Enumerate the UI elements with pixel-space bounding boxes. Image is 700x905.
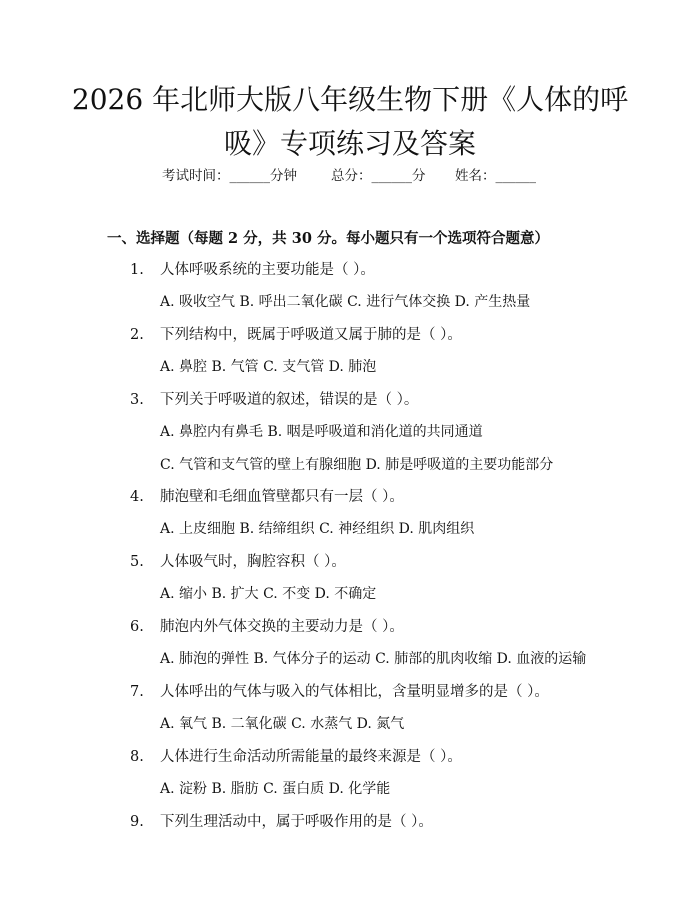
question-3-options-line-2: C. 气管和支气管的壁上有腺细胞 D. 肺是呼吸道的主要功能部分 [160,457,554,473]
question-number: 8. [130,749,144,765]
question-number: 2. [130,327,144,343]
page-title [60,78,640,166]
question-number: 6. [130,619,144,635]
question-text: 下列结构中，既属于呼吸道又属于肺的是（ ）。 [160,327,462,343]
exam-time-field: 考试时间：______分钟 [162,168,297,184]
question-text: 下列关于呼吸道的叙述，错误的是（ ）。 [160,392,419,408]
question-text: 人体进行生命活动所需能量的最终来源是（ ）。 [160,749,462,765]
question-number: 9. [130,814,144,830]
question-number: 3. [130,392,144,408]
question-8-options: A. 淀粉 B. 脂肪 C. 蛋白质 D. 化学能 [160,781,391,797]
section-heading: 一、选择题（每题 2 分，共 30 分。每小题只有一个选项符合题意） [107,230,549,247]
question-number: 5. [130,554,144,570]
question-1-options: A. 吸收空气 B. 呼出二氧化碳 C. 进行气体交换 D. 产生热量 [160,294,531,310]
student-name-field: 姓名：______ [455,168,536,184]
question-text: 人体吸气时，胸腔容积（ ）。 [160,554,346,570]
question-text: 下列生理活动中，属于呼吸作用的是（ ）。 [160,814,433,830]
title-line-1: 2026 年北师大版八年级生物下册《人体的呼 [71,83,629,116]
question-3-options-line-1: A. 鼻腔内有鼻毛 B. 咽是呼吸道和消化道的共同通道 [160,424,483,440]
question-7-options: A. 氧气 B. 二氧化碳 C. 水蒸气 D. 氮气 [160,716,405,732]
question-number: 7. [130,684,144,700]
question-text: 人体呼吸系统的主要功能是（ ）。 [160,262,375,278]
question-text: 肺泡壁和毛细血管壁都只有一层（ ）。 [160,489,404,505]
question-2-options: A. 鼻腔 B. 气管 C. 支气管 D. 肺泡 [160,359,377,375]
question-text: 人体呼出的气体与吸入的气体相比，含量明显增多的是（ ）。 [160,684,549,700]
question-4-options: A. 上皮细胞 B. 结缔组织 C. 神经组织 D. 肌肉组织 [160,521,475,537]
question-text: 肺泡内外气体交换的主要动力是（ ）。 [160,619,404,635]
title-line-2: 吸》专项练习及答案 [223,127,476,160]
total-score-field: 总分：______分 [331,168,426,184]
question-5-options: A. 缩小 B. 扩大 C. 不变 D. 不确定 [160,586,377,602]
question-6-options: A. 肺泡的弹性 B. 气体分子的运动 C. 肺部的肌肉收缩 D. 血液的运输 [160,651,587,667]
question-number: 4. [130,489,144,505]
question-number: 1. [130,262,144,278]
